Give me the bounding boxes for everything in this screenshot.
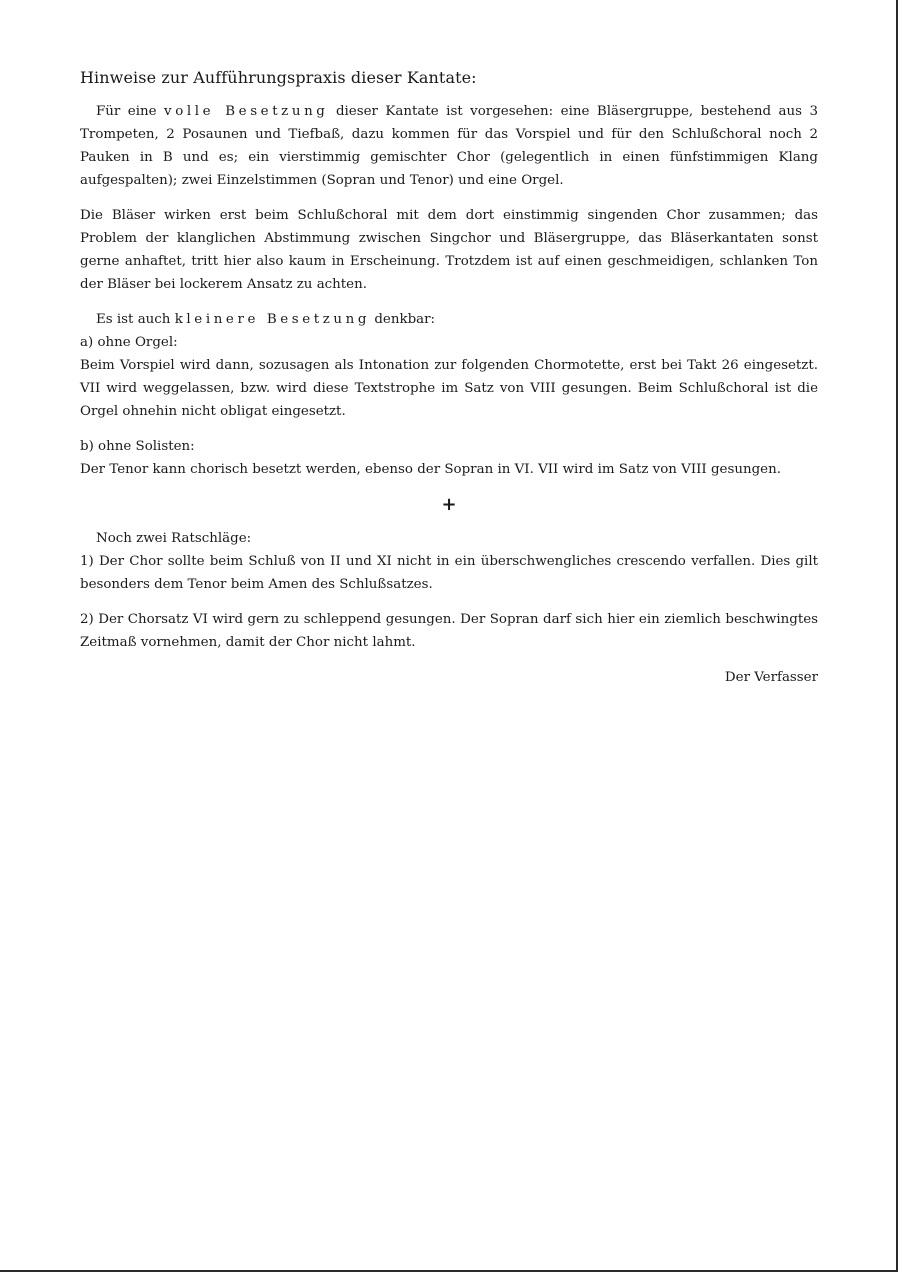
small-scoring-text: denkbar: — [374, 312, 436, 327]
document-body — [80, 66, 818, 689]
case-b-text: Der Tenor kann chorisch besetzt werden, ebenso der Sopran in VI. VII wird im Satz von VIII gesungen. — [80, 462, 781, 477]
case-a-text: Beim Vorspiel wird dann, sozusagen als Intonation zur folgenden Chormotette, erst bei Takt 26 eingesetzt. VII wird weggelassen, bzw. wird diese Textstrophe im Satz von VIII gesungen. Beim Schlußchoral ist die Orgel ohnehin nicht obligat eingesetzt. — [80, 358, 818, 419]
small-scoring-emphasis: kleinere Besetzung — [174, 312, 371, 327]
advice-item-2: 2) Der Chorsatz VI wird gern zu schleppend gesungen. Der Sopran darf sich hier ein ziemlich beschwingtes Zeitmaß vornehmen, damit der Chor nicht lahmt. — [80, 612, 818, 650]
case-b-block — [80, 435, 818, 481]
author-signature: Der Verfasser — [724, 670, 818, 685]
full-scoring-text: dieser Kantate ist vorgesehen: eine Bläsergruppe, bestehend aus 3 Trompeten, 2 Posaunen und Tiefbaß, dazu kommen für das Vorspiel und für den Schlußchoral noch 2 Pauken in B und es; ein vierstimmig gemischter Chor (gelegentlich in einen fünfstimmigen Klang aufgespalten); zwei Einzelstimmen (Sopran und Tenor) und eine Orgel. — [80, 104, 818, 188]
paragraph-small-scoring — [80, 308, 818, 331]
case-a-label: a) ohne Orgel: — [80, 335, 178, 350]
case-b-label: b) ohne Solisten: — [80, 439, 195, 454]
page-title: Hinweise zur Aufführungspraxis dieser Kantate: — [80, 68, 477, 87]
advice-heading: Noch zwei Ratschläge: — [96, 531, 252, 546]
full-scoring-emphasis: volle Besetzung — [164, 104, 329, 119]
paragraph-winds: Die Bläser wirken erst beim Schlußchoral mit dem dort einstimmig singenden Chor zusammen; das Problem der klanglichen Abstimmung zwischen Singchor und Bläsergruppe, das Bläserkantaten sonst gerne anhaftet, tritt hier also kaum in Erscheinung. Trotzdem ist auf einen geschmeidigen, schlanken Ton der Bläser bei lockerem Ansatz zu achten. — [80, 208, 818, 292]
case-a-block — [80, 331, 818, 423]
section-separator-cross: + — [441, 494, 457, 515]
paragraph-full-scoring — [80, 100, 818, 192]
advice-item-1: 1) Der Chor sollte beim Schluß von II und XI nicht in ein überschwengliches crescendo verfallen. Dies gilt besonders dem Tenor beim Amen des Schlußsatzes. — [80, 554, 818, 592]
small-scoring-lead: Es ist auch — [96, 312, 171, 327]
full-scoring-lead: Für eine — [96, 104, 157, 119]
